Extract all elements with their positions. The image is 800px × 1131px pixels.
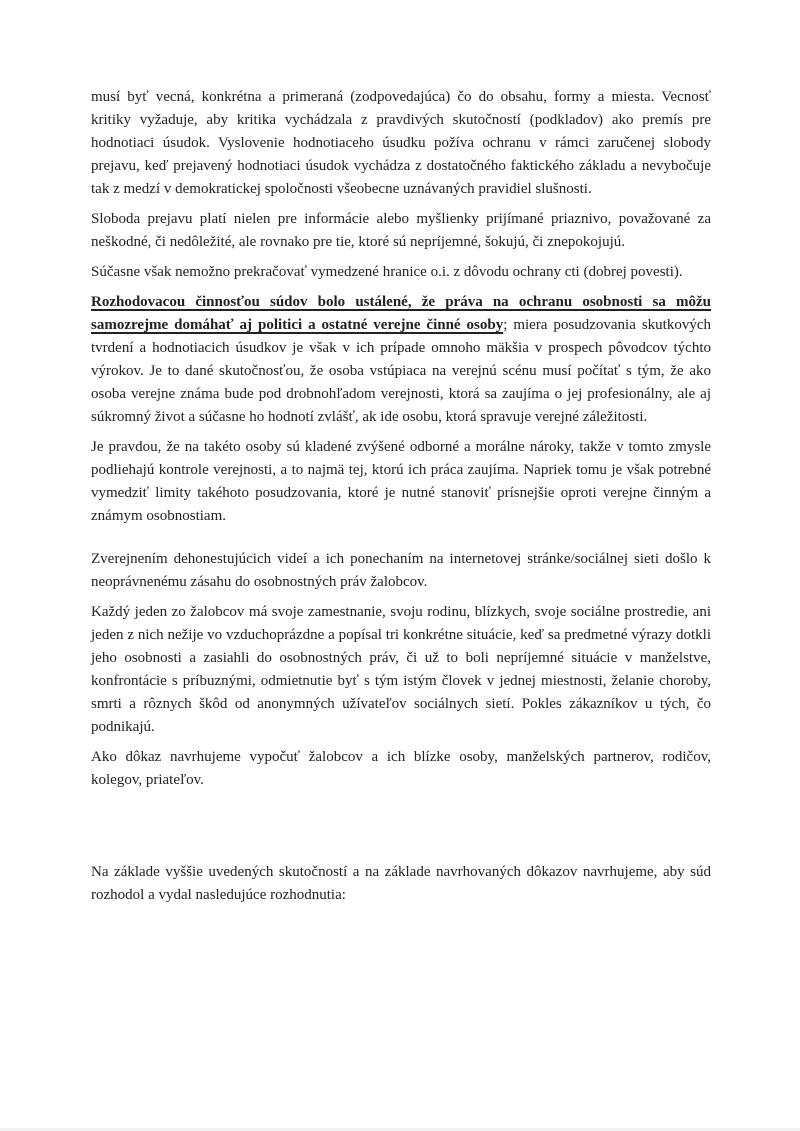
paragraph-dishonoring-videos: Zverejnením dehonestujúcich videí a ich ponechaním na internetovej stránke/sociálnej sieti došlo k neoprávnenému zásahu do osobnostných práv žalobcov. (91, 551, 711, 590)
ruling-statement-continuation: ; miera posudzovania skutkových tvrdení a hodnotiacich úsudkov je však v ich prípade omnoho mäkšia v prospech pôvodcov týchto výrokov. Je to dané skutočnosťou, že osoba vstúpiaca na verejnú scénu musí počítať s tým, že ako osoba verejne známa bude pod drobnohľadom verejnosti, ktorá sa zaujíma o jej profesionálny, ale aj súkromný život a súčasne ho hodnotí zvlášť, ak ide osobu, ktorá spravuje verejné záležitosti. (91, 317, 711, 425)
paragraph-criticism-requirements: musí byť vecná, konkrétna a primeraná (zodpovedajúca) čo do obsahu, formy a miesta. Vecnosť kritiky vyžaduje, aby kritika vychádzala z pravdivých skutočností (podkladov) ako premís pre hodnotiaci úsudok. Vyslovenie hodnotiaceho úsudku požíva ochranu v rámci zaručenej slobody prejavu, keď prejavený hodnotiaci úsudok vychádza z dostatočného faktického základu a nevybočuje tak z medzí v demokratickej spoločnosti všeobecne uznávaných pravidiel slušnosti. (91, 89, 711, 197)
paragraph-proposed-evidence: Ako dôkaz navrhujeme vypočuť žalobcov a ich blízke osoby, manželských partnerov, rodičov, kolegov, priateľov. (91, 749, 711, 788)
bold-underlined-ruling-statement: Rozhodovacou činnosťou súdov bolo ustálené, že práva na ochranu osobnosti sa môžu samozrejme domáhať aj politici a ostatné verejne činné osoby (91, 294, 711, 333)
paragraph-plaintiffs-situations: Každý jeden zo žalobcov má svoje zamestnanie, svoju rodinu, blízkych, svoje sociálne prostredie, ani jeden z nich nežije vo vzduchoprázdne a popísal tri konkrétne situácie, keď sa predmetné výrazy dotkli jeho osobnosti a zasiahli do osobnostných práv, či už to boli nepríjemné situácie v manželstve, konfrontácie s príbuznými, odmietnutie byť s tým istým človek v jednej miestnosti, želanie choroby, smrti a rôznych škôd od anonymných užívateľov sociálnych sietí. Pokles zákazníkov u tých, čo podnikajú. (91, 604, 711, 735)
paragraph-freedom-of-speech: Sloboda prejavu platí nielen pre informácie alebo myšlienky prijímané priaznivo, považované za neškodné, či nedôležité, ale rovnako pre tie, ktoré sú nepríjemné, šokujú, či znepokojujú. (91, 211, 711, 250)
section-spacer (91, 799, 711, 861)
paragraph-limits-of-speech: Súčasne však nemožno prekračovať vymedzené hranice o.i. z dôvodu ochrany cti (dobrej povesti). (91, 264, 683, 280)
paragraph-spacer (91, 535, 711, 548)
paragraph-public-scrutiny: Je pravdou, že na takéto osoby sú kladené zvýšené odborné a morálne nároky, takže v tomto zmysle podliehajú kontrole verejnosti, a to najmä tej, ktorú ich práca zaujíma. Napriek tomu je však potrebné vymedziť limity takéhoto posudzovania, ktoré je nutné stanoviť prísnejšie oproti verejne činným a známym osobnostiam. (91, 439, 711, 524)
paragraph-court-ruling-politicians (91, 291, 711, 429)
document-body (91, 86, 711, 907)
paragraph-closing-motion: Na základe vyššie uvedených skutočností a na základe navrhovaných dôkazov navrhujeme, aby súd rozhodol a vydal nasledujúce rozhodnutia: (91, 864, 711, 903)
